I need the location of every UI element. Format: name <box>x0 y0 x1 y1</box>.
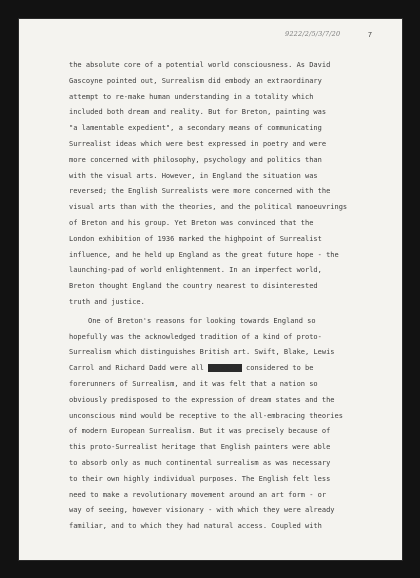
text-line: with the visual arts. However, in England the situation was <box>69 171 318 180</box>
text-line: reversed; the English Surrealists were more concerned with the <box>69 187 331 196</box>
text-fragment: considered to be <box>241 364 314 373</box>
text-line: influence, and he held up England as the great future hope - the <box>69 250 339 259</box>
paragraph-1 <box>69 58 394 311</box>
text-line: unconscious mind would be receptive to the all-embracing theories <box>69 411 343 420</box>
text-line: Surrealism which distinguishes British art. Swift, Blake, Lewis <box>69 348 335 357</box>
page-body-text <box>69 58 394 535</box>
text-line: way of seeing, however visionary - with which they were already <box>69 506 335 515</box>
text-line: need to make a revolutionary movement around an art form - or <box>69 490 327 499</box>
paragraph-2 <box>69 314 394 535</box>
text-line: included both dream and reality. But for Breton, painting was <box>69 108 327 117</box>
text-line: "a lamentable expedient", a secondary means of communicating <box>69 124 322 133</box>
text-line: attempt to re-make human understanding in a totality which <box>69 92 314 101</box>
text-line: obviously predisposed to the expression of dream states and the <box>69 395 335 404</box>
text-line: hopefully was the acknowledged tradition of a kind of proto- <box>69 332 322 341</box>
text-line: truth and justice. <box>69 297 145 306</box>
struck-out-word: xxxxxxxx <box>208 364 242 373</box>
text-line: visual arts than with the theories, and the political manoeuvrings <box>69 203 348 212</box>
page-number: 7 <box>368 32 372 39</box>
text-line: Gascoyne pointed out, Surrealism did embody an extraordinary <box>69 76 322 85</box>
text-line: to absorb only as much continental surrealism as was necessary <box>69 458 331 467</box>
text-line: the absolute core of a potential world consciousness. As David <box>69 61 331 69</box>
text-line: One of Breton's reasons for looking towards England so <box>88 316 316 325</box>
text-line: of modern European Surrealism. But it was precisely because of <box>69 427 331 436</box>
text-line: Breton thought England the country nearest to disinterested <box>69 282 318 291</box>
text-line: familiar, and to which they had natural access. Coupled with <box>69 522 322 531</box>
text-line: London exhibition of 1936 marked the highpoint of Surrealist <box>69 234 322 243</box>
text-line: of Breton and his group. Yet Breton was convinced that the <box>69 218 314 227</box>
typewritten-page <box>19 19 402 560</box>
text-line: to their own highly individual purposes. The English felt less <box>69 474 331 483</box>
text-line: more concerned with philosophy, psychology and politics than <box>69 155 322 164</box>
text-fragment: Carrol and Richard Dadd were all <box>69 364 209 373</box>
text-line: Surrealist ideas which were best expressed in poetry and were <box>69 139 327 148</box>
text-line-with-strikeout <box>69 361 394 377</box>
archive-reference-mark: 9222/2/5/3/7/20 <box>285 30 341 38</box>
text-line: forerunners of Surrealism, and it was felt that a nation so <box>69 379 318 388</box>
text-line: this proto-Surrealist heritage that English painters were able <box>69 443 331 452</box>
text-line: launching-pad of world enlightenment. In an imperfect world, <box>69 266 322 275</box>
